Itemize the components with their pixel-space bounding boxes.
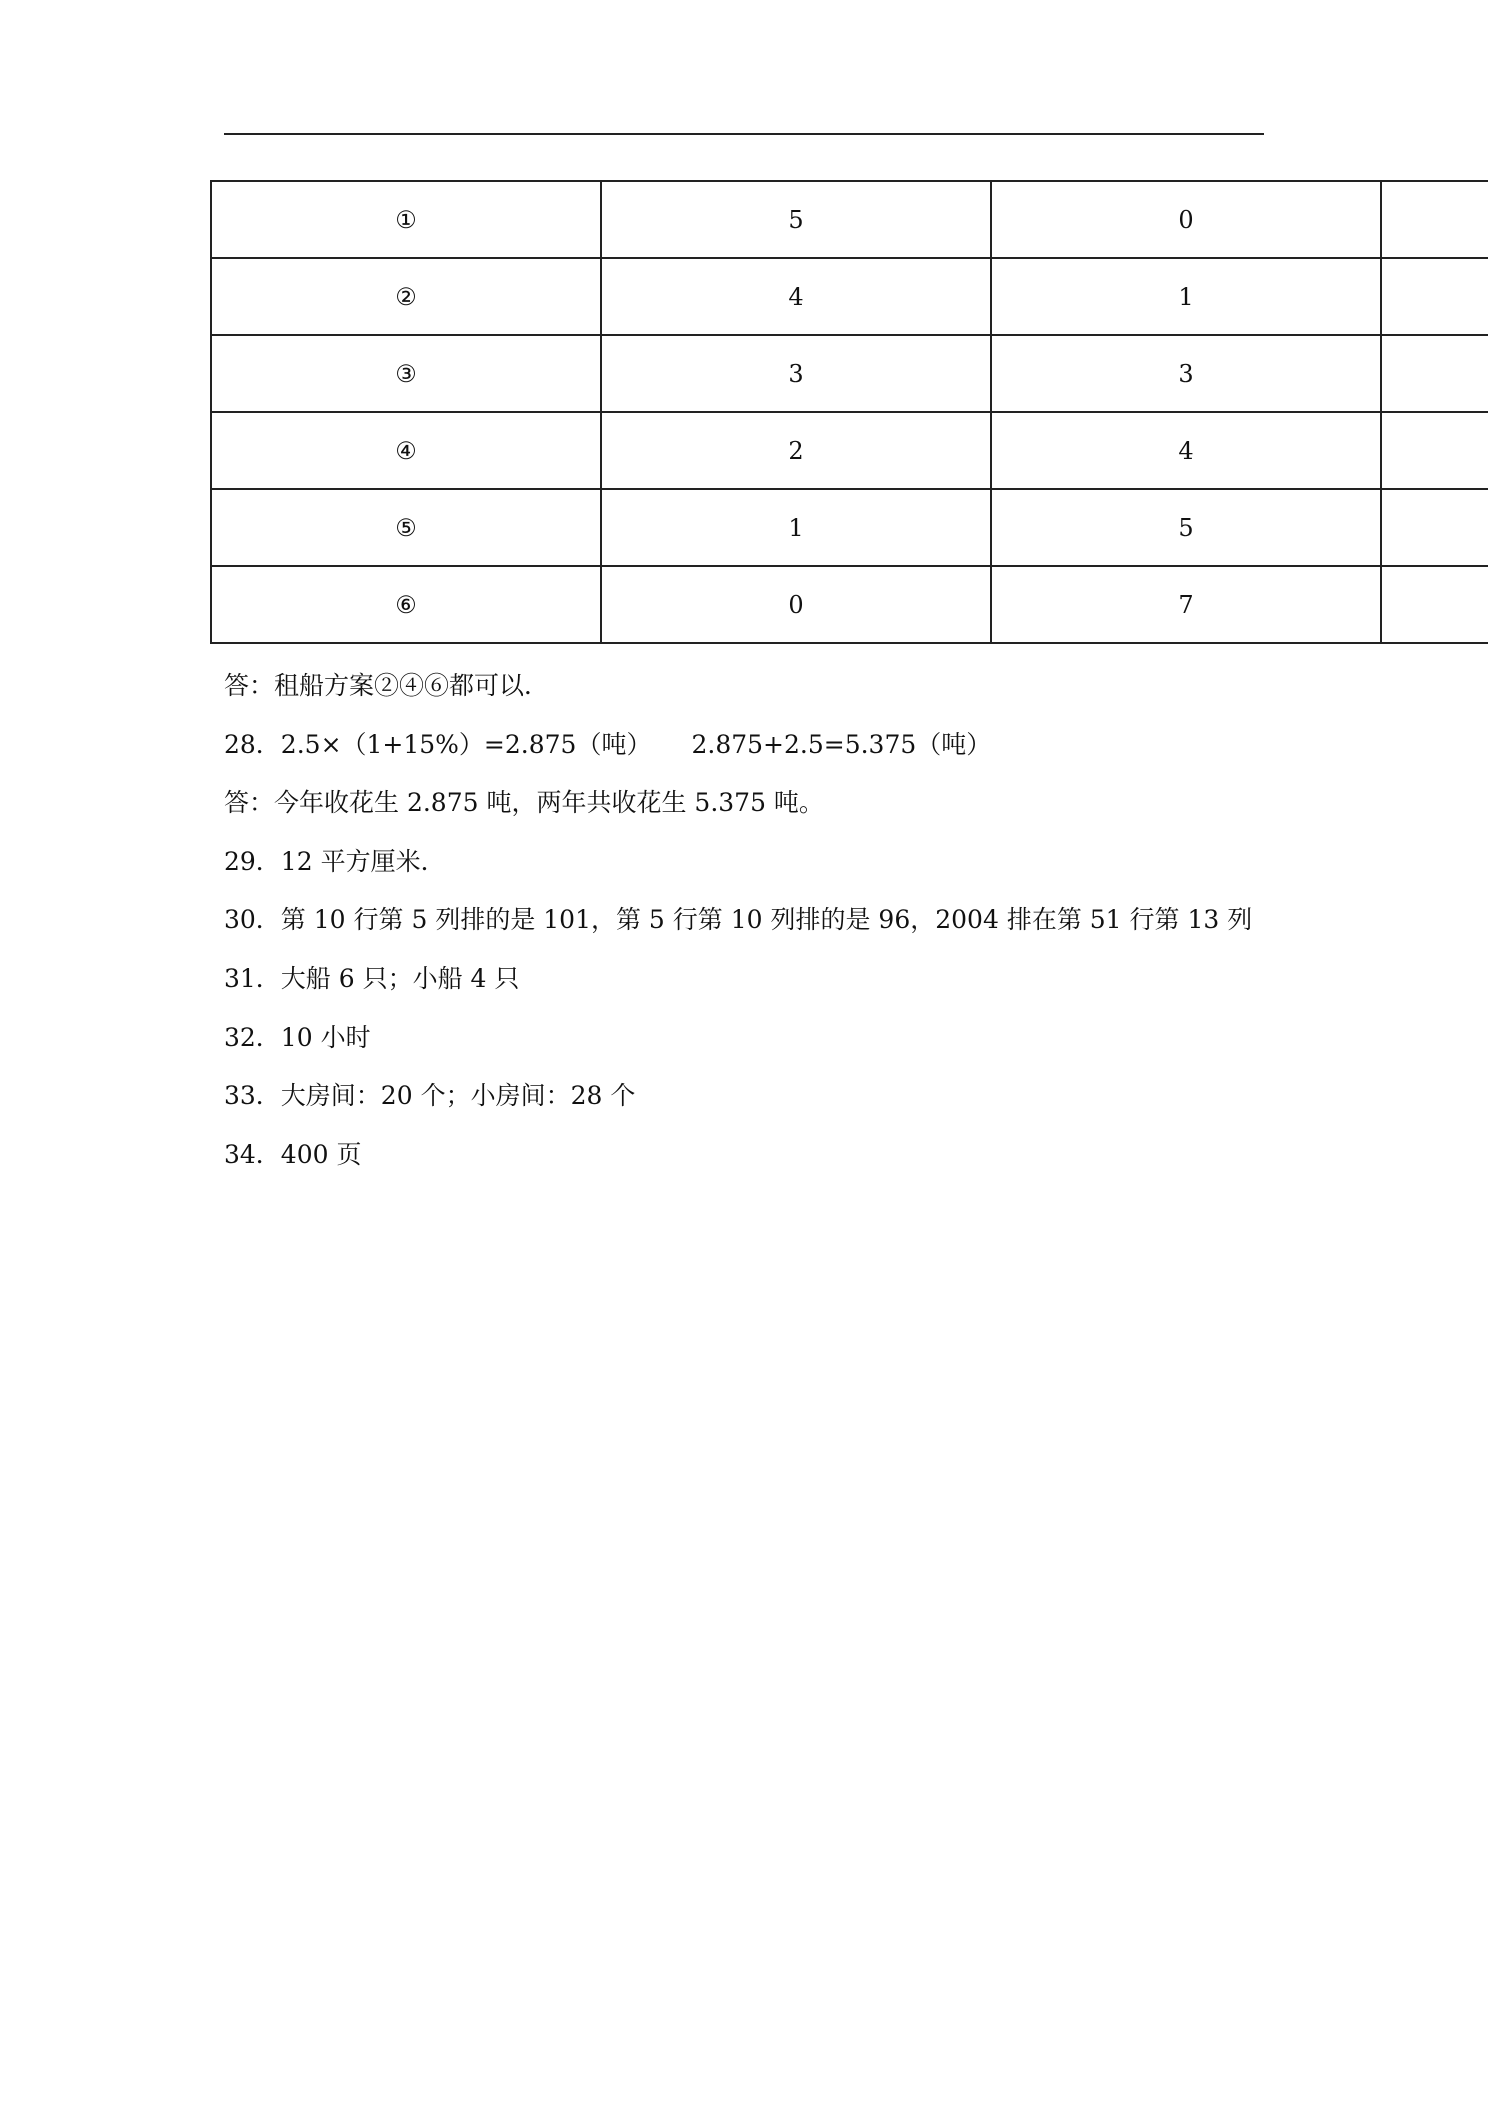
small-boat-count-cell: 5	[991, 489, 1381, 566]
small-boat-count-cell: 1	[991, 258, 1381, 335]
empty-cell	[1381, 335, 1488, 412]
answer-30: 30．第 10 行第 5 列排的是 101，第 5 行第 10 列排的是 96，2004 排在第 51 行第 13 列	[224, 905, 1253, 935]
answer-28-step-2: 2.875+2.5=5.375（吨）	[691, 729, 992, 759]
big-boat-count-cell: 5	[601, 181, 991, 258]
big-boat-count-cell: 1	[601, 489, 991, 566]
big-boat-count-cell: 3	[601, 335, 991, 412]
plan-number-cell: ②	[211, 258, 601, 335]
answer-31: 31．大船 6 只；小船 4 只	[224, 963, 520, 993]
answer-list	[224, 668, 1324, 1195]
small-boat-count-cell: 3	[991, 335, 1381, 412]
answer-29: 29．12 平方厘米．	[224, 846, 446, 876]
big-boat-count-cell: 0	[601, 566, 991, 643]
answer-28-conclusion: 答：今年收花生 2.875 吨，两年共收花生 5.375 吨。	[224, 788, 824, 818]
empty-cell	[1381, 181, 1488, 258]
table-row	[211, 412, 1488, 489]
empty-cell	[1381, 489, 1488, 566]
big-boat-count-cell: 2	[601, 412, 991, 489]
plan-number-cell: ⑤	[211, 489, 601, 566]
answer-28-step-1: 28．2.5×（1+15%）=2.875（吨）	[224, 729, 652, 759]
answer-33: 33．大房间：20 个；小房间：28 个	[224, 1081, 636, 1111]
rental-plan-table	[210, 180, 1488, 644]
table-row	[211, 566, 1488, 643]
header-rule	[224, 133, 1264, 135]
answer-32: 32．10 小时	[224, 1022, 371, 1052]
answer-28-calculation	[224, 727, 1324, 786]
answer-27-conclusion: 答：租船方案②④⑥都可以．	[224, 671, 550, 700]
plan-number-cell: ④	[211, 412, 601, 489]
table-row	[211, 258, 1488, 335]
answer-34: 34．400 页	[224, 1139, 362, 1169]
small-boat-count-cell: 0	[991, 181, 1381, 258]
big-boat-count-cell: 4	[601, 258, 991, 335]
small-boat-count-cell: 4	[991, 412, 1381, 489]
rental-plan-table-container	[210, 180, 1488, 644]
plan-number-cell: ⑥	[211, 566, 601, 643]
empty-cell	[1381, 412, 1488, 489]
table-row	[211, 181, 1488, 258]
table-row	[211, 335, 1488, 412]
small-boat-count-cell: 7	[991, 566, 1381, 643]
empty-cell	[1381, 566, 1488, 643]
empty-cell	[1381, 258, 1488, 335]
table-row	[211, 489, 1488, 566]
plan-number-cell: ③	[211, 335, 601, 412]
plan-number-cell: ①	[211, 181, 601, 258]
